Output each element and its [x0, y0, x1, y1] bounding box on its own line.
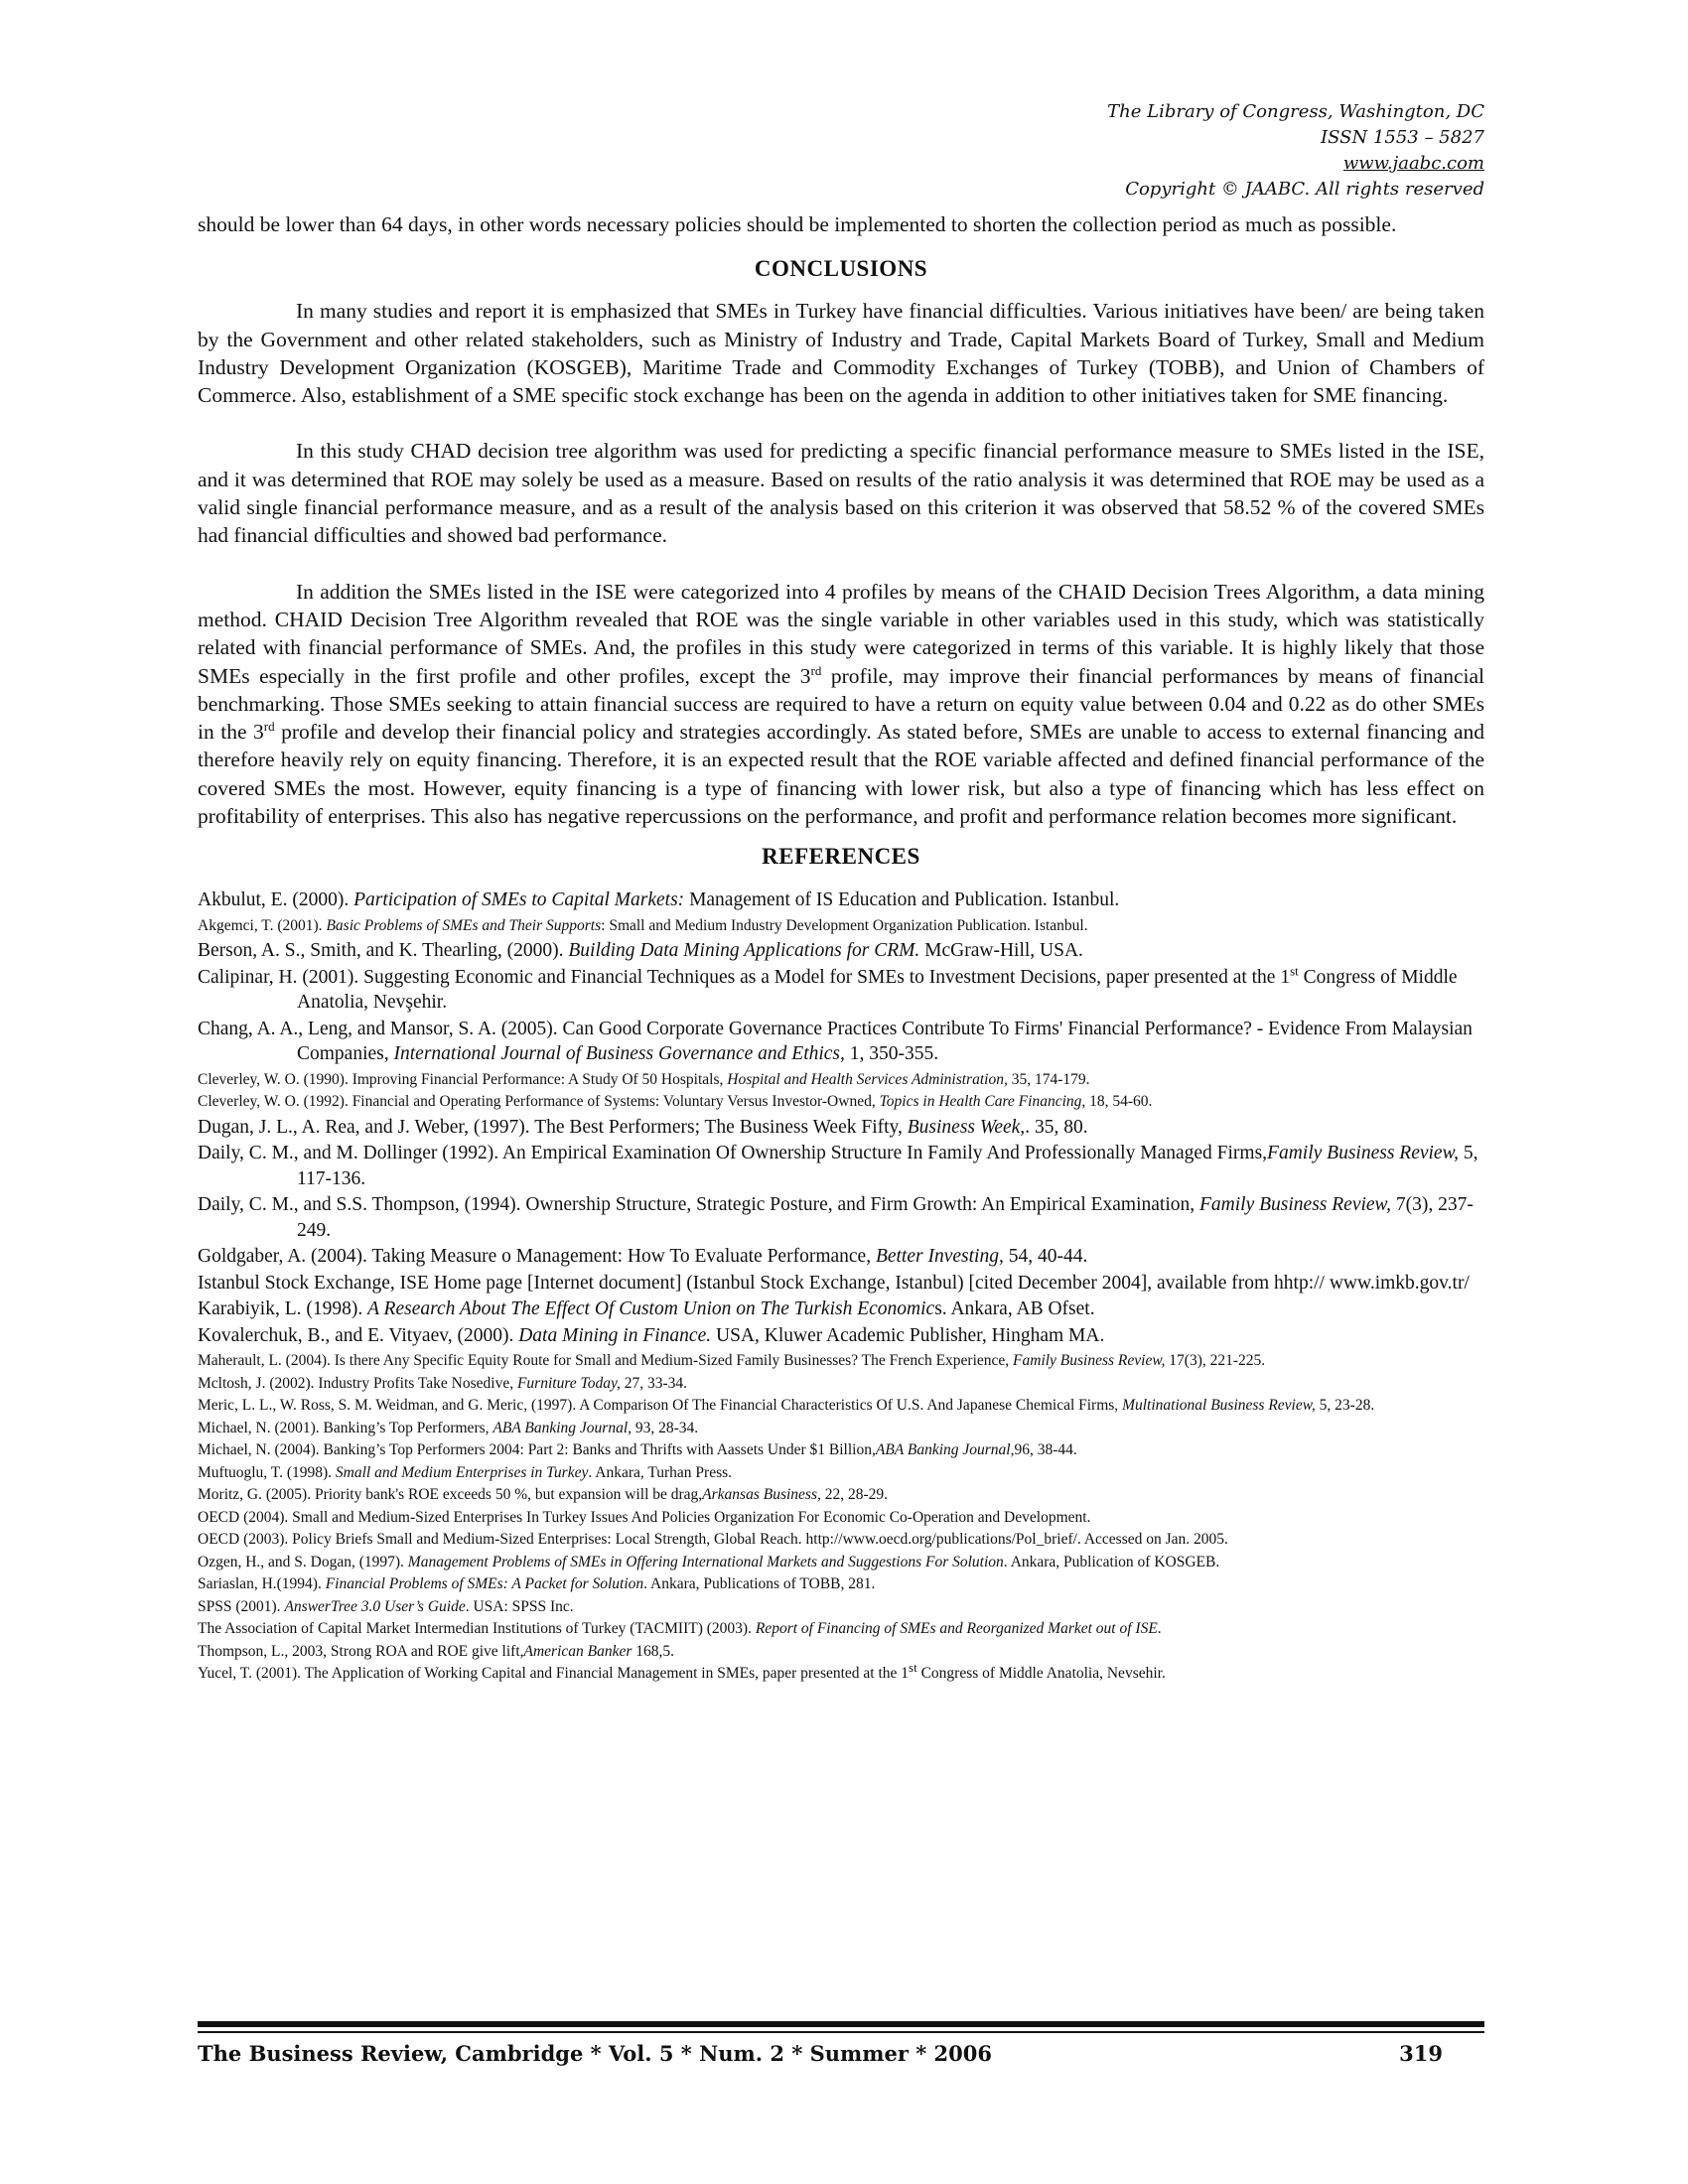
page-footer	[198, 2041, 1484, 2075]
reference-item: Calipinar, H. (2001). Suggesting Economic and Financial Techniques as a Model for SMEs to Investment Decisions, paper presented at the 1st Congress of Middle Anatolia, Nevşehir.	[198, 963, 1458, 1014]
conclusions-heading: CONCLUSIONS	[754, 256, 928, 282]
reference-item: Akbulut, E. (2000). Participation of SMEs to Capital Markets: Management of IS Education and Publication. Istanbul.	[198, 889, 1120, 911]
reference-item: Goldgaber, A. (2004). Taking Measure o Management: How To Evaluate Performance, Better Investing, 54, 40-44.	[198, 1246, 1088, 1268]
header-website-link[interactable]: www.jaabc.com	[1342, 153, 1484, 174]
header-issn: ISSN 1553 – 5827	[1321, 127, 1484, 148]
reference-item: Maherault, L. (2004). Is there Any Specific Equity Route for Small and Medium-Sized Family Businesses? The French Experience, Family Business Review, 17(3), 221-225.	[198, 1352, 1266, 1370]
article-body	[198, 210, 1484, 1686]
intro-paragraph: should be lower than 64 days, in other words necessary policies should be implemented to shorten the collection period as much as possible.	[198, 212, 1397, 236]
references-heading: REFERENCES	[762, 844, 920, 870]
reference-item: SPSS (2001). AnswerTree 3.0 User’s Guide. USA: SPSS Inc.	[198, 1597, 574, 1615]
reference-item: Berson, A. S., Smith, and K. Thearling, (2000). Building Data Mining Applications for CRM. McGraw-Hill, USA.	[198, 940, 1083, 962]
reference-item: Sariaslan, H.(1994). Financial Problems of SMEs: A Packet for Solution. Ankara, Publications of TOBB, 281.	[198, 1575, 876, 1593]
reference-item: Ozgen, H., and S. Dogan, (1997). Management Problems of SMEs in Offering International Markets and Suggestions For Solution. Ankara, Publication of KOSGEB.	[198, 1553, 1220, 1570]
reference-list	[198, 887, 1484, 1685]
reference-item: Akgemci, T. (2001). Basic Problems of SMEs and Their Supports: Small and Medium Industry Development Organization Publication. Istanbul.	[198, 916, 1088, 934]
reference-item: Daily, C. M., and M. Dollinger (1992). An Empirical Examination Of Ownership Structure In Family And Professionally Managed Firms,Family Business Review, 5, 117-136.	[198, 1143, 1478, 1189]
reference-item: Karabiyik, L. (1998). A Research About The Effect Of Custom Union on The Turkish Economics. Ankara, AB Ofset.	[198, 1298, 1095, 1320]
reference-item: Cleverley, W. O. (1990). Improving Financial Performance: A Study Of 50 Hospitals, Hospital and Health Services Administration, 35, 174-179.	[198, 1070, 1090, 1088]
reference-item: Meric, L. L., W. Ross, S. M. Weidman, and G. Meric, (1997). A Comparison Of The Financial Characteristics Of U.S. And Japanese Chemical Firms, Multinational Business Review, 5, 23-28.	[198, 1397, 1375, 1415]
conclusions-paragraph-1: In many studies and report it is emphasized that SMEs in Turkey have financial difficulties. Various initiatives have been/ are being taken by the Government and other related stakeholders, such as Ministry of Industry and Trade, Capital Markets Board of Turkey, Small and Medium Industry Development Organization (KOSGEB), Maritime Trade and Commodity Exchanges of Turkey (TOBB), and Union of Chambers of Commerce. Also, establishment of a SME specific stock exchange has been on the agenda in addition to other initiatives taken for SME financing.	[198, 299, 1484, 408]
running-header	[1107, 99, 1484, 203]
reference-item: Thompson, L., 2003, Strong ROA and ROE give lift,American Banker 168,5.	[198, 1642, 675, 1660]
reference-item: OECD (2003). Policy Briefs Small and Medium-Sized Enterprises: Local Strength, Global Reach. http://www.oecd.org/publications/Pol_brief/. Accessed on Jan. 2005.	[198, 1531, 1228, 1549]
reference-item: Istanbul Stock Exchange, ISE Home page [Internet document] (Istanbul Stock Exchange, Istanbul) [cited December 2004], available from hhtp:// www.imkb.gov.tr/	[198, 1272, 1470, 1294]
page	[198, 0, 1484, 2184]
reference-item: Moritz, G. (2005). Priority bank's ROE exceeds 50 %, but expansion will be drag,Arkansas Business, 22, 28-29.	[198, 1486, 889, 1504]
footer-rule	[198, 2021, 1484, 2027]
page-number: 319	[1399, 2041, 1443, 2066]
footer-rule-thin	[198, 2031, 1484, 2033]
conclusions-paragraph-3: In addition the SMEs listed in the ISE were categorized into 4 profiles by means of the CHAID Decision Trees Algorithm, a data mining method. CHAID Decision Tree Algorithm revealed that ROE was the single variable in other variables used in this study, which was statistically related with financial performance of SMEs. And, the profiles in this study were categorized in terms of this variable. It is highly likely that those SMEs especially in the first profile and other profiles, except the 3rd profile, may improve their financial performances by means of financial benchmarking. Those SMEs seeking to attain financial success are required to have a return on equity value between 0.04 and 0.22 as do other SMEs in the 3rd profile and develop their financial policy and strategies accordingly. As stated before, SMEs are unable to access to external financing and therefore heavily rely on equity financing. Therefore, it is an expected result that the ROE variable affected and defined financial performance of the covered SMEs the most. However, equity financing is a type of financing with lower risk, but also a type of financing which has less effect on profitability of enterprises. This also has negative repercussions on the performance, and profit and performance relation becomes more significant.	[198, 579, 1484, 829]
reference-item: Dugan, J. L., A. Rea, and J. Weber, (1997). The Best Performers; The Business Week Fifty, Business Week,. 35, 80.	[198, 1116, 1088, 1138]
reference-item: OECD (2004). Small and Medium-Sized Enterprises In Turkey Issues And Policies Organization For Economic Co-Operation and Development.	[198, 1508, 1091, 1526]
reference-item: Muftuoglu, T. (1998). Small and Medium Enterprises in Turkey. Ankara, Turhan Press.	[198, 1463, 733, 1481]
conclusions-paragraph-2: In this study CHAD decision tree algorithm was used for predicting a specific financial performance measure to SMEs listed in the ISE, and it was determined that ROE may solely be used as a measure. Based on results of the ratio analysis it was determined that ROE may be used as a valid single financial performance measure, and as a result of the analysis based on this criterion it was observed that 58.52 % of the covered SMEs had financial difficulties and showed bad performance.	[198, 439, 1484, 548]
reference-item: Chang, A. A., Leng, and Mansor, S. A. (2005). Can Good Corporate Governance Practices Contribute To Firms' Financial Performance? - Evidence From Malaysian Companies, International Journal of Business Governance and Ethics, 1, 350-355.	[198, 1018, 1473, 1065]
reference-item: Michael, N. (2001). Banking’s Top Performers, ABA Banking Journal, 93, 28-34.	[198, 1419, 699, 1436]
reference-item: Yucel, T. (2001). The Application of Working Capital and Financial Management in SMEs, paper presented at the 1st Congress of Middle Anatolia, Nevsehir.	[198, 1660, 1166, 1683]
reference-item: The Association of Capital Market Intermedian Institutions of Turkey (TACMIIT) (2003). Report of Financing of SMEs and Reorganized Market out of ISE.	[198, 1620, 1162, 1638]
footer-journal-title: The Business Review, Cambridge * Vol. 5 * Num. 2 * Summer * 2006	[198, 2041, 992, 2066]
reference-item: Michael, N. (2004). Banking’s Top Performers 2004: Part 2: Banks and Thrifts with Aassets Under $1 Billion,ABA Banking Journal,96, 38-44.	[198, 1441, 1077, 1459]
reference-item: Kovalerchuk, B., and E. Vityaev, (2000). Data Mining in Finance. USA, Kluwer Academic Publisher, Hingham MA.	[198, 1324, 1105, 1346]
reference-item: Cleverley, W. O. (1992). Financial and Operating Performance of Systems: Voluntary Versus Investor-Owned, Topics in Health Care Financing, 18, 54-60.	[198, 1093, 1153, 1111]
header-copyright: Copyright © JAABC. All rights reserved	[1125, 179, 1484, 200]
reference-item: Mcltosh, J. (2002). Industry Profits Take Nosedive, Furniture Today, 27, 33-34.	[198, 1374, 688, 1392]
header-library: The Library of Congress, Washington, DC	[1107, 101, 1484, 122]
reference-item: Daily, C. M., and S.S. Thompson, (1994). Ownership Structure, Strategic Posture, and Firm Growth: An Empirical Examination, Family Business Review, 7(3), 237-249.	[198, 1194, 1474, 1241]
